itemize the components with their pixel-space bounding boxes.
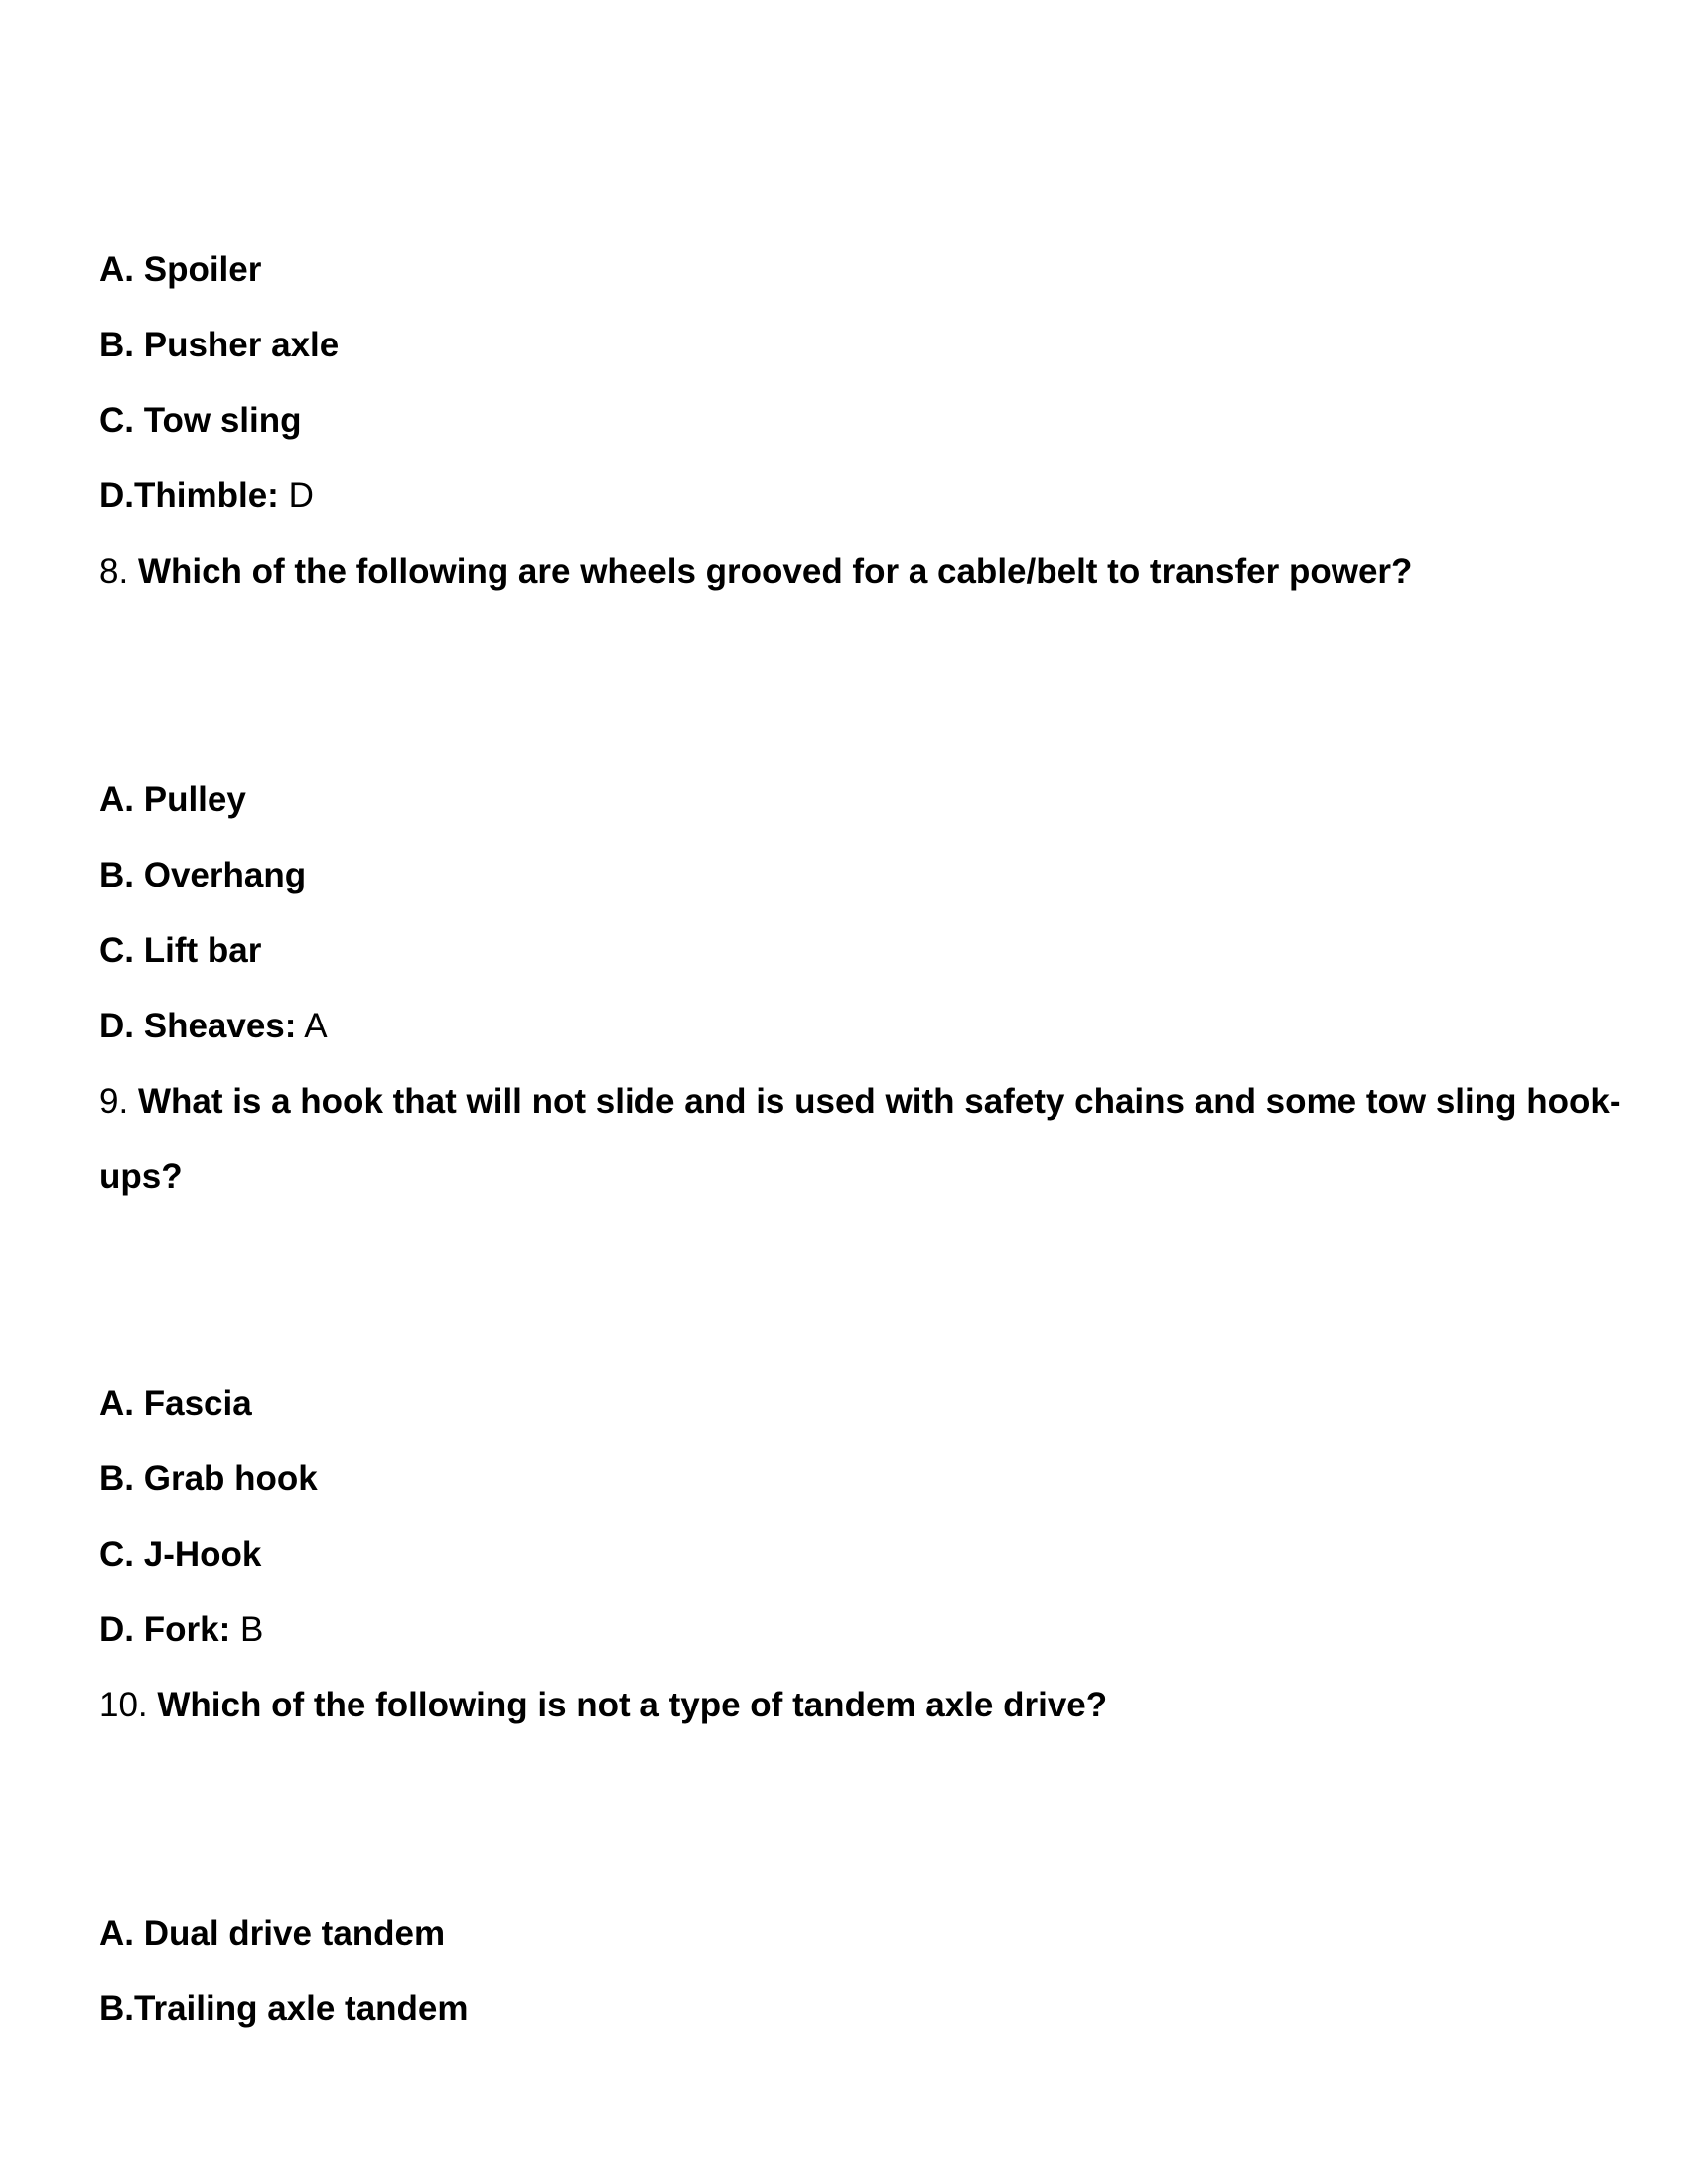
q7-option-d-label: D.Thimble: <box>99 477 279 515</box>
q7-answer: D <box>288 477 314 515</box>
q8-answer: A <box>304 1007 328 1045</box>
q9-option-b: B. Grab hook <box>99 1459 318 1498</box>
q7-option-d <box>99 477 1589 516</box>
q9-option-a: A. Fascia <box>99 1384 252 1423</box>
q8-question-text: Which of the following are wheels grooved for a cable/belt to transfer power? <box>137 552 1413 591</box>
q10-question-text: Which of the following is not a type of tandem axle drive? <box>157 1686 1108 1724</box>
q8-question <box>99 552 1589 592</box>
q10-question <box>99 1686 1589 1725</box>
q10-option-a: A. Dual drive tandem <box>99 1914 446 1953</box>
q9-option-c: C. J-Hook <box>99 1535 262 1573</box>
q8-number: 8. <box>99 552 129 591</box>
q8-option-a: A. Pulley <box>99 780 246 819</box>
q10-option-b: B.Trailing axle tandem <box>99 1989 469 2028</box>
q8-option-d-label: D. Sheaves: <box>99 1007 297 1045</box>
q9-option-d <box>99 1610 1589 1650</box>
q9-question <box>99 1082 1621 1122</box>
q10-number: 10. <box>99 1686 148 1724</box>
q7-option-b: B. Pusher axle <box>99 326 340 364</box>
q9-question-continued: ups? <box>99 1158 183 1196</box>
q8-option-d <box>99 1007 1589 1046</box>
q9-answer: B <box>239 1610 264 1649</box>
q8-option-c: C. Lift bar <box>99 931 262 970</box>
q9-number: 9. <box>99 1082 129 1121</box>
q9-question-text: What is a hook that will not slide and is used with safety chains and some tow sling hook- <box>137 1082 1621 1121</box>
q9-option-d-label: D. Fork: <box>99 1610 231 1649</box>
q8-option-b: B. Overhang <box>99 856 307 894</box>
q7-option-a: A. Spoiler <box>99 250 262 289</box>
q7-option-c: C. Tow sling <box>99 401 302 440</box>
